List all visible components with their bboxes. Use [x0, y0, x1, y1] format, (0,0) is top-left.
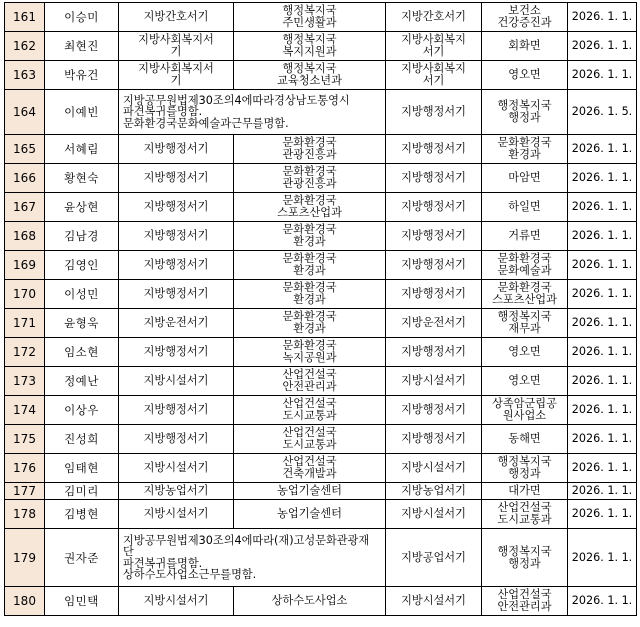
- new-rank-line: 지방시설서기: [401, 461, 466, 474]
- current-department-line: 관광진흥과: [282, 177, 337, 190]
- current-department-line: 문화환경국: [282, 223, 337, 236]
- current-rank: [119, 135, 234, 164]
- current-rank-line: 지방사회복지서: [138, 62, 214, 75]
- effective-date: 2026. 1. 1.: [568, 222, 637, 251]
- remark-cell: [119, 529, 386, 587]
- employee-name: 김미리: [45, 483, 119, 500]
- current-department-line: 도시교통과: [282, 438, 337, 451]
- employee-name: 황현숙: [45, 164, 119, 193]
- new-department-line: 문화환경국: [497, 281, 552, 294]
- new-rank: [386, 32, 482, 61]
- row-number: 177: [5, 483, 45, 500]
- employee-name: 윤형욱: [45, 309, 119, 338]
- current-department: [234, 280, 386, 309]
- current-department: [234, 500, 386, 529]
- new-department-line: 행정복지국: [497, 544, 552, 558]
- current-rank-line: 지방행정서기: [143, 200, 209, 213]
- new-department-line: 산업건설국: [497, 588, 552, 601]
- row-number: 172: [5, 338, 45, 367]
- current-rank: [119, 425, 234, 454]
- table-row: [5, 61, 637, 90]
- current-department-line: 관광진흥과: [282, 148, 337, 161]
- employee-name: 서혜림: [45, 135, 119, 164]
- current-department-line: 환경과: [293, 293, 326, 306]
- table-row: [5, 338, 637, 367]
- current-rank: [119, 3, 234, 32]
- current-rank: [119, 61, 234, 90]
- new-rank-line: 지방사회복지: [401, 62, 466, 75]
- current-department-line: 산업건설국: [282, 397, 337, 410]
- current-rank-line: 지방간호서기: [143, 10, 209, 23]
- new-department-line: 행정복지국: [497, 310, 552, 323]
- table-row: [5, 193, 637, 222]
- new-department-line: 영오면: [508, 68, 541, 81]
- employee-name: 임소현: [45, 338, 119, 367]
- new-rank: [386, 396, 482, 425]
- new-rank: [386, 251, 482, 280]
- current-rank-line: 지방시설서기: [143, 461, 209, 474]
- current-rank: [119, 193, 234, 222]
- row-number: 167: [5, 193, 45, 222]
- new-rank-line: 서기: [422, 74, 445, 87]
- new-rank: [386, 529, 482, 587]
- current-department-line: 행정복지국: [282, 62, 337, 75]
- employee-name: 이성민: [45, 280, 119, 309]
- current-rank-line: 기: [170, 74, 182, 87]
- current-department: [234, 587, 386, 616]
- new-rank: [386, 587, 482, 616]
- current-rank-line: 지방운전서기: [143, 316, 209, 329]
- effective-date: 2026. 1. 1.: [568, 164, 637, 193]
- remark-cell-line: 문화환경국문화예술과근무를명함.: [123, 116, 289, 130]
- current-department: [234, 338, 386, 367]
- new-department: [482, 3, 568, 32]
- employee-name: 김남경: [45, 222, 119, 251]
- effective-date: 2026. 1. 1.: [568, 425, 637, 454]
- current-department-line: 교육청소년과: [277, 74, 342, 87]
- employee-name: 임민택: [45, 587, 119, 616]
- row-number: 165: [5, 135, 45, 164]
- current-department: [234, 222, 386, 251]
- table-row: [5, 500, 637, 529]
- new-department-line: 건강증진과: [497, 16, 552, 29]
- new-department-line: 대가면: [508, 484, 541, 497]
- current-rank-line: 지방행정서기: [143, 345, 209, 358]
- effective-date: 2026. 1. 1.: [568, 587, 637, 616]
- row-number: 176: [5, 454, 45, 483]
- current-rank-line: 지방사회복지서: [138, 33, 214, 46]
- current-rank: [119, 454, 234, 483]
- current-rank: [119, 309, 234, 338]
- new-department-line: 보건소: [508, 4, 541, 17]
- current-department-line: 녹지공원과: [282, 351, 337, 364]
- new-department: [482, 32, 568, 61]
- new-rank-line: 서기: [422, 45, 445, 58]
- current-department-line: 산업건설국: [282, 426, 337, 439]
- effective-date: 2026. 1. 1.: [568, 3, 637, 32]
- employee-name: 이예빈: [45, 90, 119, 135]
- current-rank: [119, 164, 234, 193]
- current-department-line: 농업기술센터: [277, 507, 342, 520]
- new-department-line: 행정복지국: [497, 99, 552, 112]
- new-department: [482, 529, 568, 587]
- new-department-line: 재무과: [508, 322, 541, 335]
- row-number: 170: [5, 280, 45, 309]
- remark-cell-line: 지방공무원법제30조의4에따라(재)고성문화관광재: [123, 533, 370, 547]
- table-row: [5, 367, 637, 396]
- effective-date: 2026. 1. 1.: [568, 251, 637, 280]
- new-rank-line: 지방행정서기: [401, 287, 466, 300]
- new-rank-line: 지방시설서기: [401, 594, 466, 607]
- current-department-line: 농업기술센터: [277, 484, 342, 497]
- new-department: [482, 338, 568, 367]
- current-department-line: 행정복지국: [282, 33, 337, 46]
- new-department-line: 행정과: [508, 556, 541, 570]
- row-number: 161: [5, 3, 45, 32]
- employee-name: 최현진: [45, 32, 119, 61]
- new-department-line: 행정복지국: [497, 455, 552, 468]
- current-department-line: 행정복지국: [282, 4, 337, 17]
- new-department: [482, 367, 568, 396]
- remark-cell: [119, 90, 386, 135]
- new-department-line: 거류면: [508, 229, 541, 242]
- new-rank-line: 지방행정서기: [401, 142, 466, 155]
- current-rank-line: 지방행정서기: [143, 229, 209, 242]
- table-row: [5, 529, 637, 587]
- new-department-line: 환경과: [508, 148, 541, 161]
- current-rank-line: 지방행정서기: [143, 287, 209, 300]
- new-department-line: 도시교통과: [497, 513, 552, 526]
- new-rank: [386, 367, 482, 396]
- new-department-line: 문화예술과: [497, 264, 552, 277]
- table-row: [5, 3, 637, 32]
- table-row: [5, 90, 637, 135]
- current-rank: [119, 32, 234, 61]
- new-rank: [386, 500, 482, 529]
- current-department-line: 환경과: [293, 322, 326, 335]
- new-rank-line: 지방행정서기: [401, 403, 466, 416]
- current-department-line: 문화환경국: [282, 310, 337, 323]
- new-department: [482, 309, 568, 338]
- current-rank: [119, 367, 234, 396]
- employee-name: 정예난: [45, 367, 119, 396]
- row-number: 169: [5, 251, 45, 280]
- current-rank: [119, 251, 234, 280]
- current-department-line: 문화환경국: [282, 194, 337, 207]
- effective-date: 2026. 1. 1.: [568, 483, 637, 500]
- effective-date: 2026. 1. 1.: [568, 396, 637, 425]
- current-department: [234, 396, 386, 425]
- new-rank-line: 지방행정서기: [401, 432, 466, 445]
- current-department: [234, 483, 386, 500]
- row-number: 168: [5, 222, 45, 251]
- employee-name: 김영인: [45, 251, 119, 280]
- new-rank: [386, 193, 482, 222]
- effective-date: 2026. 1. 1.: [568, 454, 637, 483]
- row-number: 162: [5, 32, 45, 61]
- current-department-line: 주민생활과: [282, 16, 337, 29]
- table-row: [5, 135, 637, 164]
- current-rank-line: 지방행정서기: [143, 171, 209, 184]
- current-rank-line: 지방행정서기: [143, 403, 209, 416]
- new-department-line: 상족암군립공: [492, 397, 557, 410]
- new-rank: [386, 280, 482, 309]
- current-rank-line: 지방시설서기: [143, 374, 209, 387]
- current-department: [234, 193, 386, 222]
- current-rank-line: 지방농업서기: [143, 484, 209, 497]
- new-department-line: 마암면: [508, 171, 541, 184]
- employee-name: 진성희: [45, 425, 119, 454]
- current-department-line: 산업건설국: [282, 368, 337, 381]
- new-rank-line: 지방시설서기: [401, 507, 466, 520]
- new-department: [482, 135, 568, 164]
- employee-name: 이상우: [45, 396, 119, 425]
- effective-date: 2026. 1. 1.: [568, 500, 637, 529]
- table-row: [5, 309, 637, 338]
- current-department-line: 환경과: [293, 235, 326, 248]
- row-number: 175: [5, 425, 45, 454]
- new-department-line: 회화면: [508, 39, 541, 52]
- current-department-line: 문화환경국: [282, 136, 337, 149]
- new-rank-line: 지방사회복지: [401, 33, 466, 46]
- table-row: [5, 587, 637, 616]
- current-department: [234, 309, 386, 338]
- employee-name: 박유건: [45, 61, 119, 90]
- row-number: 163: [5, 61, 45, 90]
- effective-date: 2026. 1. 1.: [568, 309, 637, 338]
- new-department-line: 행정과: [508, 467, 541, 480]
- new-rank: [386, 222, 482, 251]
- new-rank: [386, 90, 482, 135]
- new-department-line: 안전관리과: [497, 600, 552, 613]
- effective-date: 2026. 1. 5.: [568, 90, 637, 135]
- new-rank-line: 지방행정서기: [401, 229, 466, 242]
- current-rank-line: 지방시설서기: [143, 594, 209, 607]
- current-department-line: 문화환경국: [282, 281, 337, 294]
- current-rank: [119, 483, 234, 500]
- current-rank-line: 지방행정서기: [143, 258, 209, 271]
- row-number: 164: [5, 90, 45, 135]
- table-row: [5, 454, 637, 483]
- current-rank: [119, 587, 234, 616]
- new-rank-line: 지방시설서기: [401, 374, 466, 387]
- current-department: [234, 164, 386, 193]
- employee-name: 이승미: [45, 3, 119, 32]
- new-rank: [386, 61, 482, 90]
- table-row: [5, 280, 637, 309]
- table-row: [5, 251, 637, 280]
- new-rank: [386, 338, 482, 367]
- new-department-line: 문화환경국: [497, 252, 552, 265]
- row-number: 174: [5, 396, 45, 425]
- current-department: [234, 135, 386, 164]
- new-rank: [386, 425, 482, 454]
- new-rank: [386, 3, 482, 32]
- current-department-line: 도시교통과: [282, 409, 337, 422]
- employee-name: 김병현: [45, 500, 119, 529]
- new-department-line: 동해면: [508, 432, 541, 445]
- new-rank-line: 지방운전서기: [401, 316, 466, 329]
- employee-name: 권자준: [45, 529, 119, 587]
- effective-date: 2026. 1. 1.: [568, 338, 637, 367]
- new-department: [482, 280, 568, 309]
- row-number: 171: [5, 309, 45, 338]
- new-department: [482, 90, 568, 135]
- current-department-line: 문화환경국: [282, 339, 337, 352]
- current-rank-line: 지방시설서기: [143, 507, 209, 520]
- current-department-line: 산업건설국: [282, 455, 337, 468]
- row-number: 166: [5, 164, 45, 193]
- new-department: [482, 500, 568, 529]
- new-rank-line: 지방행정서기: [401, 200, 466, 213]
- new-department: [482, 61, 568, 90]
- new-rank: [386, 454, 482, 483]
- effective-date: 2026. 1. 1.: [568, 61, 637, 90]
- effective-date: 2026. 1. 1.: [568, 135, 637, 164]
- new-rank: [386, 309, 482, 338]
- new-department: [482, 483, 568, 500]
- table-body: [5, 3, 637, 616]
- current-department-line: 상하수도사업소: [271, 594, 348, 607]
- current-department-line: 문화환경국: [282, 252, 337, 265]
- current-department-line: 안전관리과: [282, 380, 337, 393]
- new-department: [482, 251, 568, 280]
- new-rank-line: 지방행정서기: [401, 105, 466, 118]
- current-department: [234, 367, 386, 396]
- new-department-line: 행정과: [508, 111, 541, 124]
- row-number: 180: [5, 587, 45, 616]
- employee-name: 임태현: [45, 454, 119, 483]
- remark-cell-line: 지방공무원법제30조의4에따라경상남도통영시: [123, 93, 350, 107]
- table-row: [5, 32, 637, 61]
- new-rank: [386, 135, 482, 164]
- new-rank-line: 지방공업서기: [401, 550, 466, 564]
- effective-date: 2026. 1. 1.: [568, 529, 637, 587]
- current-department-line: 복지지원과: [282, 45, 337, 58]
- new-department-line: 영오면: [508, 374, 541, 387]
- new-department-line: 스포츠산업과: [492, 293, 557, 306]
- table-row: [5, 222, 637, 251]
- new-rank-line: 지방행정서기: [401, 171, 466, 184]
- effective-date: 2026. 1. 1.: [568, 32, 637, 61]
- effective-date: 2026. 1. 1.: [568, 193, 637, 222]
- row-number: 173: [5, 367, 45, 396]
- new-department: [482, 454, 568, 483]
- table-row: [5, 483, 637, 500]
- current-rank: [119, 222, 234, 251]
- new-department-line: 문화환경국: [497, 136, 552, 149]
- new-department: [482, 222, 568, 251]
- current-rank: [119, 500, 234, 529]
- employee-name: 윤상현: [45, 193, 119, 222]
- current-department: [234, 425, 386, 454]
- new-rank: [386, 164, 482, 193]
- new-department: [482, 193, 568, 222]
- current-department-line: 환경과: [293, 264, 326, 277]
- new-department-line: 영오면: [508, 345, 541, 358]
- remark-cell-line: 단: [123, 545, 134, 558]
- new-department-line: 산업건설국: [497, 501, 552, 514]
- current-department: [234, 32, 386, 61]
- personnel-table: [4, 2, 637, 616]
- table-row: [5, 425, 637, 454]
- new-department: [482, 396, 568, 425]
- current-department: [234, 454, 386, 483]
- row-number: 179: [5, 529, 45, 587]
- remark-cell-line: 파견복귀를명함.: [123, 556, 203, 570]
- new-department-line: 원사업소: [502, 409, 547, 422]
- effective-date: 2026. 1. 1.: [568, 367, 637, 396]
- current-department-line: 건축개발과: [282, 467, 337, 480]
- table-row: [5, 164, 637, 193]
- new-rank-line: 지방행정서기: [401, 258, 466, 271]
- new-department: [482, 425, 568, 454]
- current-department: [234, 61, 386, 90]
- new-rank-line: 지방행정서기: [401, 345, 466, 358]
- current-rank-line: 지방행정서기: [143, 142, 209, 155]
- new-department-line: 하일면: [508, 200, 541, 213]
- remark-cell-line: 파견복귀를명함.: [123, 105, 203, 119]
- table-row: [5, 396, 637, 425]
- current-rank: [119, 338, 234, 367]
- current-rank-line: 지방행정서기: [143, 432, 209, 445]
- current-rank-line: 기: [170, 45, 182, 58]
- current-rank: [119, 280, 234, 309]
- new-rank-line: 지방농업서기: [401, 484, 466, 497]
- current-department-line: 스포츠산업과: [277, 206, 342, 219]
- remark-cell-line: 상하수도사업소근무를명함.: [123, 568, 257, 581]
- effective-date: 2026. 1. 1.: [568, 280, 637, 309]
- row-number: 178: [5, 500, 45, 529]
- new-rank-line: 지방간호서기: [401, 10, 466, 23]
- new-department: [482, 587, 568, 616]
- current-department: [234, 3, 386, 32]
- new-rank: [386, 483, 482, 500]
- current-rank: [119, 396, 234, 425]
- current-department: [234, 251, 386, 280]
- new-department: [482, 164, 568, 193]
- current-department-line: 문화환경국: [282, 165, 337, 178]
